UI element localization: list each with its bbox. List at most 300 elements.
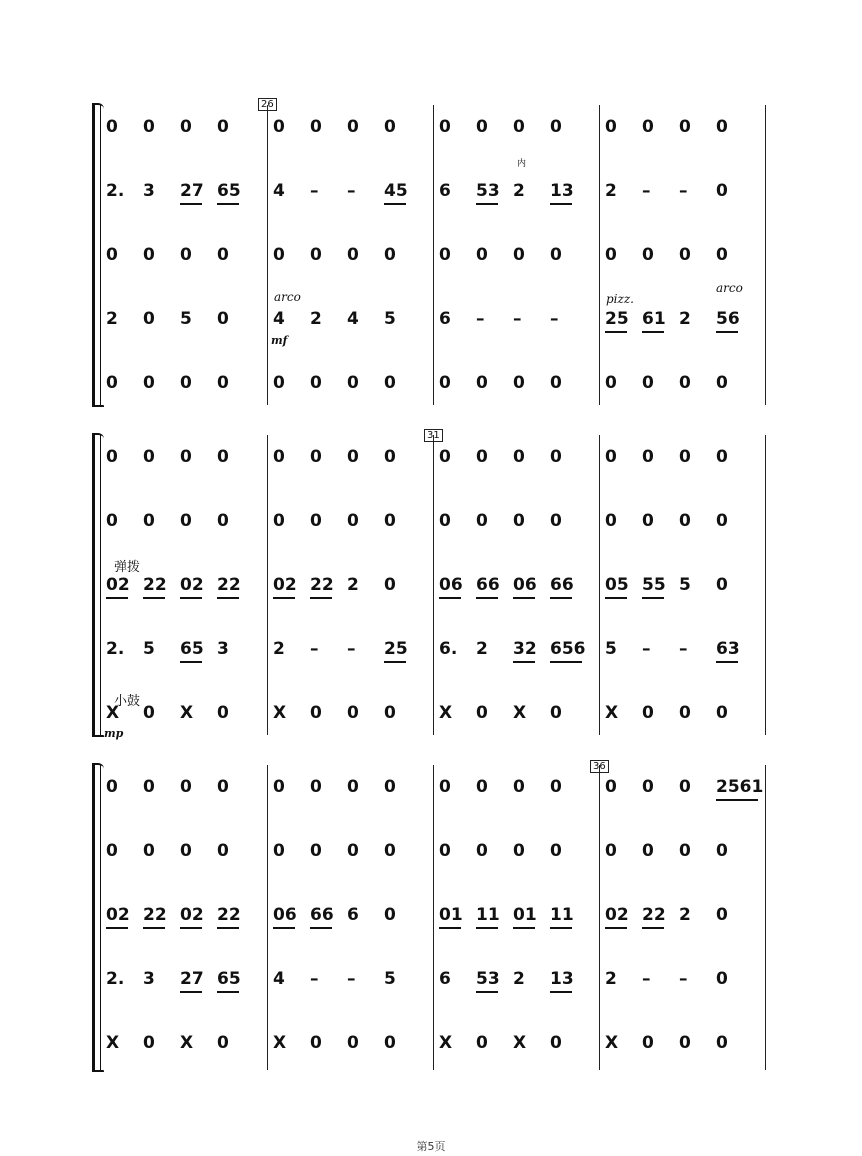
bracket-hook-bottom bbox=[92, 731, 104, 737]
note-token: 0 bbox=[217, 309, 229, 329]
note-token: 0 bbox=[605, 117, 617, 137]
note-token: 66 bbox=[550, 575, 574, 595]
note-token: 2 bbox=[605, 969, 617, 989]
note-token: 0 bbox=[513, 777, 525, 797]
note-token: 65 bbox=[180, 639, 204, 659]
note-token: 0 bbox=[347, 373, 359, 393]
note-token: 2 bbox=[347, 575, 359, 595]
note-token: 0 bbox=[273, 841, 285, 861]
note-token: 0 bbox=[476, 1033, 488, 1053]
note-token: 02 bbox=[106, 905, 130, 925]
label-pizz: pizz. bbox=[606, 292, 634, 306]
note-token: 25 bbox=[384, 639, 408, 659]
beam-underline bbox=[310, 927, 332, 929]
note-token: X bbox=[180, 703, 194, 723]
note-token: 0 bbox=[106, 245, 118, 265]
note-token: 0 bbox=[476, 703, 488, 723]
note-token: 22 bbox=[143, 905, 167, 925]
label-pluck: 弹拨 bbox=[114, 560, 141, 575]
note-token: 2561 bbox=[716, 777, 764, 797]
note-token: 0 bbox=[106, 777, 118, 797]
note-token: 0 bbox=[439, 447, 451, 467]
note-token: 0 bbox=[180, 245, 192, 265]
note-token: 2 bbox=[513, 181, 525, 201]
note-token: 0 bbox=[310, 117, 322, 137]
note-token: 4 bbox=[273, 181, 285, 201]
note-token: 06 bbox=[513, 575, 537, 595]
beam-underline bbox=[180, 927, 202, 929]
note-token: 2 bbox=[679, 309, 691, 329]
note-token: 0 bbox=[384, 117, 396, 137]
note-token: 0 bbox=[550, 703, 562, 723]
note-token: 0 bbox=[550, 245, 562, 265]
note-token: 3 bbox=[217, 639, 229, 659]
note-token: 0 bbox=[513, 373, 525, 393]
note-token: X bbox=[513, 1033, 527, 1053]
note-token: 0 bbox=[439, 511, 451, 531]
note-token: 0 bbox=[384, 575, 396, 595]
note-token: 0 bbox=[605, 373, 617, 393]
note-token: 0 bbox=[642, 447, 654, 467]
beam-underline bbox=[217, 203, 239, 205]
note-token: 27 bbox=[180, 969, 204, 989]
note-token: 0 bbox=[605, 841, 617, 861]
note-token: 22 bbox=[217, 905, 241, 925]
note-token: 0 bbox=[217, 373, 229, 393]
note-token: X bbox=[273, 703, 287, 723]
note-token: 0 bbox=[642, 245, 654, 265]
note-token: 6 bbox=[439, 969, 451, 989]
note-token: 0 bbox=[310, 841, 322, 861]
rehearsal-mark-26: 26 bbox=[258, 98, 277, 111]
note-token: – bbox=[679, 639, 688, 659]
note-token: 0 bbox=[642, 373, 654, 393]
beam-underline bbox=[217, 597, 239, 599]
note-token: 22 bbox=[217, 575, 241, 595]
barline bbox=[765, 105, 766, 405]
note-token: 5 bbox=[143, 639, 155, 659]
note-token: 5 bbox=[605, 639, 617, 659]
beam-underline bbox=[384, 661, 406, 663]
system-bracket bbox=[92, 765, 95, 1070]
beam-underline bbox=[513, 597, 535, 599]
beam-underline bbox=[273, 927, 295, 929]
note-token: 0 bbox=[550, 447, 562, 467]
dynamic-mp: mp bbox=[104, 727, 124, 740]
note-token: 3 bbox=[143, 969, 155, 989]
note-token: 0 bbox=[439, 373, 451, 393]
note-token: X bbox=[106, 1033, 120, 1053]
beam-underline bbox=[439, 597, 461, 599]
note-token: 0 bbox=[273, 117, 285, 137]
note-token: 0 bbox=[716, 181, 728, 201]
note-token: 65 bbox=[217, 969, 241, 989]
note-token: 6 bbox=[347, 905, 359, 925]
note-token: 0 bbox=[716, 373, 728, 393]
note-token: 0 bbox=[605, 447, 617, 467]
note-token: 0 bbox=[476, 777, 488, 797]
note-token: 11 bbox=[476, 905, 500, 925]
note-token: 0 bbox=[476, 245, 488, 265]
note-token: – bbox=[642, 969, 651, 989]
note-token: – bbox=[476, 309, 485, 329]
note-token: 02 bbox=[106, 575, 130, 595]
note-token: 0 bbox=[716, 969, 728, 989]
note-token: 0 bbox=[143, 117, 155, 137]
note-token: 0 bbox=[716, 575, 728, 595]
beam-underline bbox=[384, 203, 406, 205]
note-token: 11 bbox=[550, 905, 574, 925]
bracket-hook-bottom bbox=[92, 1066, 104, 1072]
note-token: 0 bbox=[384, 511, 396, 531]
note-token: 0 bbox=[273, 373, 285, 393]
note-token: 0 bbox=[642, 841, 654, 861]
beam-underline bbox=[476, 203, 498, 205]
note-token: 0 bbox=[679, 117, 691, 137]
note-token: 0 bbox=[605, 777, 617, 797]
beam-underline bbox=[550, 927, 572, 929]
beam-underline bbox=[143, 597, 165, 599]
bracket-hook-top bbox=[92, 433, 104, 439]
note-token: – bbox=[310, 969, 319, 989]
note-token: 0 bbox=[180, 777, 192, 797]
note-token: 01 bbox=[513, 905, 537, 925]
beam-underline bbox=[476, 927, 498, 929]
note-token: – bbox=[642, 639, 651, 659]
beam-underline bbox=[476, 991, 498, 993]
note-token: 4 bbox=[273, 969, 285, 989]
note-token: 0 bbox=[106, 511, 118, 531]
note-token: 2. bbox=[106, 969, 125, 989]
note-token: 0 bbox=[476, 447, 488, 467]
note-token: 0 bbox=[273, 447, 285, 467]
note-token: 0 bbox=[347, 777, 359, 797]
note-token: 0 bbox=[143, 1033, 155, 1053]
score-system-1 bbox=[92, 105, 772, 405]
note-token: 5 bbox=[384, 969, 396, 989]
note-token: 65 bbox=[217, 181, 241, 201]
note-token: 63 bbox=[716, 639, 740, 659]
beam-underline bbox=[180, 991, 202, 993]
note-token: 0 bbox=[679, 1033, 691, 1053]
note-token: 0 bbox=[550, 511, 562, 531]
note-token: 0 bbox=[180, 511, 192, 531]
note-token: X bbox=[106, 703, 120, 723]
note-token: 0 bbox=[143, 777, 155, 797]
note-token: 55 bbox=[642, 575, 666, 595]
note-token: 5 bbox=[384, 309, 396, 329]
note-token: 13 bbox=[550, 181, 574, 201]
page-footer: 第5页 bbox=[416, 1140, 446, 1153]
note-token: – bbox=[679, 181, 688, 201]
note-token: 22 bbox=[143, 575, 167, 595]
note-token: 0 bbox=[217, 447, 229, 467]
beam-underline bbox=[550, 597, 572, 599]
note-token: 0 bbox=[384, 245, 396, 265]
note-token: 0 bbox=[143, 373, 155, 393]
note-token: 0 bbox=[513, 511, 525, 531]
note-token: – bbox=[310, 639, 319, 659]
note-token: 0 bbox=[642, 117, 654, 137]
note-token: 0 bbox=[106, 117, 118, 137]
beam-underline bbox=[642, 927, 664, 929]
note-token: – bbox=[347, 181, 356, 201]
note-token: 0 bbox=[384, 777, 396, 797]
note-token: 0 bbox=[513, 245, 525, 265]
bracket-hook-top bbox=[92, 763, 104, 769]
note-token: 0 bbox=[217, 117, 229, 137]
system-bracket bbox=[92, 105, 95, 405]
beam-underline bbox=[476, 597, 498, 599]
note-token: 0 bbox=[310, 777, 322, 797]
note-token: 0 bbox=[384, 447, 396, 467]
note-token: 0 bbox=[679, 245, 691, 265]
note-token: 2 bbox=[476, 639, 488, 659]
barline bbox=[267, 765, 268, 1070]
beam-underline bbox=[217, 927, 239, 929]
note-token: 0 bbox=[439, 117, 451, 137]
score-system-3 bbox=[92, 765, 772, 1070]
note-token: 0 bbox=[384, 703, 396, 723]
beam-underline bbox=[106, 597, 128, 599]
note-token: 06 bbox=[273, 905, 297, 925]
note-token: 0 bbox=[217, 245, 229, 265]
note-token: X bbox=[439, 1033, 453, 1053]
note-token: 2 bbox=[513, 969, 525, 989]
beam-underline bbox=[550, 991, 572, 993]
note-token: 656 bbox=[550, 639, 586, 659]
note-token: 0 bbox=[180, 117, 192, 137]
note-token: 0 bbox=[143, 245, 155, 265]
beam-underline bbox=[217, 991, 239, 993]
note-token: 0 bbox=[106, 373, 118, 393]
note-token: 0 bbox=[217, 841, 229, 861]
barline bbox=[599, 765, 600, 1070]
note-token: 5 bbox=[180, 309, 192, 329]
note-token: 0 bbox=[347, 511, 359, 531]
note-token: 0 bbox=[347, 447, 359, 467]
beam-underline bbox=[642, 331, 664, 333]
note-token: 2 bbox=[679, 905, 691, 925]
note-token: 0 bbox=[310, 1033, 322, 1053]
note-token: 05 bbox=[605, 575, 629, 595]
note-token: 0 bbox=[550, 1033, 562, 1053]
note-token: 53 bbox=[476, 181, 500, 201]
score-system-2 bbox=[92, 435, 772, 735]
barline bbox=[765, 435, 766, 735]
system-bracket bbox=[92, 435, 95, 735]
note-token: 0 bbox=[679, 511, 691, 531]
note-token: – bbox=[347, 969, 356, 989]
note-token: 0 bbox=[679, 447, 691, 467]
note-token: 0 bbox=[106, 841, 118, 861]
note-token: 0 bbox=[550, 777, 562, 797]
note-token: 0 bbox=[384, 905, 396, 925]
note-token: 0 bbox=[180, 373, 192, 393]
beam-underline bbox=[716, 799, 758, 801]
note-token: 61 bbox=[642, 309, 666, 329]
label-arco-1: arco bbox=[274, 290, 301, 304]
note-token: 0 bbox=[384, 841, 396, 861]
beam-underline bbox=[716, 331, 738, 333]
note-token: 0 bbox=[679, 841, 691, 861]
note-token: 0 bbox=[143, 841, 155, 861]
note-token: 0 bbox=[716, 447, 728, 467]
note-token: 0 bbox=[273, 777, 285, 797]
note-token: 0 bbox=[605, 511, 617, 531]
note-token: 0 bbox=[384, 373, 396, 393]
note-token: 2 bbox=[310, 309, 322, 329]
note-token: 0 bbox=[642, 511, 654, 531]
note-token: X bbox=[605, 703, 619, 723]
barline bbox=[599, 435, 600, 735]
note-token: 0 bbox=[217, 1033, 229, 1053]
beam-underline bbox=[605, 597, 627, 599]
note-token: 0 bbox=[347, 703, 359, 723]
note-token: 2. bbox=[106, 181, 125, 201]
beam-underline bbox=[106, 927, 128, 929]
note-token: 0 bbox=[273, 511, 285, 531]
note-token: 0 bbox=[642, 777, 654, 797]
note-token: 66 bbox=[476, 575, 500, 595]
note-token: 0 bbox=[550, 117, 562, 137]
bracket-hook-bottom bbox=[92, 401, 104, 407]
note-token: 0 bbox=[143, 703, 155, 723]
note-token: 02 bbox=[605, 905, 629, 925]
note-token: 0 bbox=[180, 447, 192, 467]
system-bracket-thin bbox=[100, 105, 101, 405]
note-token: X bbox=[180, 1033, 194, 1053]
note-token: 45 bbox=[384, 181, 408, 201]
system-bracket-thin bbox=[100, 765, 101, 1070]
note-token: 0 bbox=[476, 841, 488, 861]
beam-underline bbox=[180, 661, 202, 663]
beam-underline bbox=[273, 597, 295, 599]
note-token: 22 bbox=[310, 575, 334, 595]
note-token: 02 bbox=[273, 575, 297, 595]
note-token: – bbox=[679, 969, 688, 989]
note-token: 0 bbox=[347, 1033, 359, 1053]
note-token: 0 bbox=[310, 703, 322, 723]
note-token: 0 bbox=[217, 703, 229, 723]
note-token: 02 bbox=[180, 905, 204, 925]
note-token: 0 bbox=[439, 777, 451, 797]
note-token: 0 bbox=[476, 373, 488, 393]
note-token: 0 bbox=[716, 841, 728, 861]
note-token: 6 bbox=[439, 309, 451, 329]
note-token: 6 bbox=[439, 181, 451, 201]
note-token: 06 bbox=[439, 575, 463, 595]
beam-underline bbox=[716, 661, 738, 663]
label-arco-2: arco bbox=[716, 281, 743, 295]
note-token: 0 bbox=[217, 777, 229, 797]
note-token: 0 bbox=[439, 841, 451, 861]
barline bbox=[433, 765, 434, 1070]
note-token: 0 bbox=[679, 373, 691, 393]
note-token: 0 bbox=[310, 447, 322, 467]
note-token: 0 bbox=[143, 511, 155, 531]
note-token: – bbox=[310, 181, 319, 201]
note-token: 13 bbox=[550, 969, 574, 989]
beam-underline bbox=[143, 927, 165, 929]
note-token: 6. bbox=[439, 639, 458, 659]
note-token: 3 bbox=[143, 181, 155, 201]
note-token: 0 bbox=[310, 373, 322, 393]
note-token: 0 bbox=[716, 1033, 728, 1053]
note-token: – bbox=[347, 639, 356, 659]
note-token: 0 bbox=[550, 373, 562, 393]
note-token: 0 bbox=[347, 841, 359, 861]
rehearsal-mark-31: 31 bbox=[424, 429, 443, 442]
note-token: 0 bbox=[217, 511, 229, 531]
note-token: 27 bbox=[180, 181, 204, 201]
note-token: 0 bbox=[679, 777, 691, 797]
note-token: 4 bbox=[273, 309, 285, 329]
note-token: 0 bbox=[716, 245, 728, 265]
note-token: 02 bbox=[180, 575, 204, 595]
note-token: 01 bbox=[439, 905, 463, 925]
beam-underline bbox=[439, 927, 461, 929]
note-token: 0 bbox=[384, 1033, 396, 1053]
note-token: 0 bbox=[642, 1033, 654, 1053]
note-token: 0 bbox=[476, 117, 488, 137]
note-token: 0 bbox=[716, 703, 728, 723]
note-token: 0 bbox=[347, 117, 359, 137]
note-token: 0 bbox=[513, 117, 525, 137]
system-bracket-thin bbox=[100, 435, 101, 735]
note-token: 2 bbox=[106, 309, 118, 329]
beam-underline bbox=[642, 597, 664, 599]
note-token: 0 bbox=[439, 245, 451, 265]
note-token: – bbox=[550, 309, 559, 329]
note-token: 0 bbox=[605, 245, 617, 265]
beam-underline bbox=[550, 661, 582, 663]
note-token: 0 bbox=[143, 309, 155, 329]
label-nei: 内 bbox=[517, 159, 527, 169]
note-token: 0 bbox=[476, 511, 488, 531]
note-token: 0 bbox=[679, 703, 691, 723]
note-token: 0 bbox=[716, 511, 728, 531]
dynamic-mf: mf bbox=[271, 334, 288, 347]
note-token: – bbox=[513, 309, 522, 329]
beam-underline bbox=[180, 597, 202, 599]
note-token: 66 bbox=[310, 905, 334, 925]
note-token: 0 bbox=[143, 447, 155, 467]
beam-underline bbox=[605, 331, 627, 333]
note-token: X bbox=[273, 1033, 287, 1053]
barline bbox=[599, 105, 600, 405]
note-token: 0 bbox=[642, 703, 654, 723]
beam-underline bbox=[550, 203, 572, 205]
rehearsal-mark-36: 36 bbox=[590, 760, 609, 773]
note-token: X bbox=[439, 703, 453, 723]
note-token: 32 bbox=[513, 639, 537, 659]
note-token: 0 bbox=[716, 905, 728, 925]
beam-underline bbox=[513, 927, 535, 929]
note-token: 0 bbox=[347, 245, 359, 265]
beam-underline bbox=[513, 661, 535, 663]
note-token: 0 bbox=[310, 511, 322, 531]
note-token: 53 bbox=[476, 969, 500, 989]
note-token: 22 bbox=[642, 905, 666, 925]
beam-underline bbox=[180, 203, 202, 205]
bracket-hook-top bbox=[92, 103, 104, 109]
note-token: 4 bbox=[347, 309, 359, 329]
label-snare: 小鼓 bbox=[114, 694, 141, 709]
note-token: 0 bbox=[513, 447, 525, 467]
note-token: 0 bbox=[180, 841, 192, 861]
note-token: 0 bbox=[310, 245, 322, 265]
